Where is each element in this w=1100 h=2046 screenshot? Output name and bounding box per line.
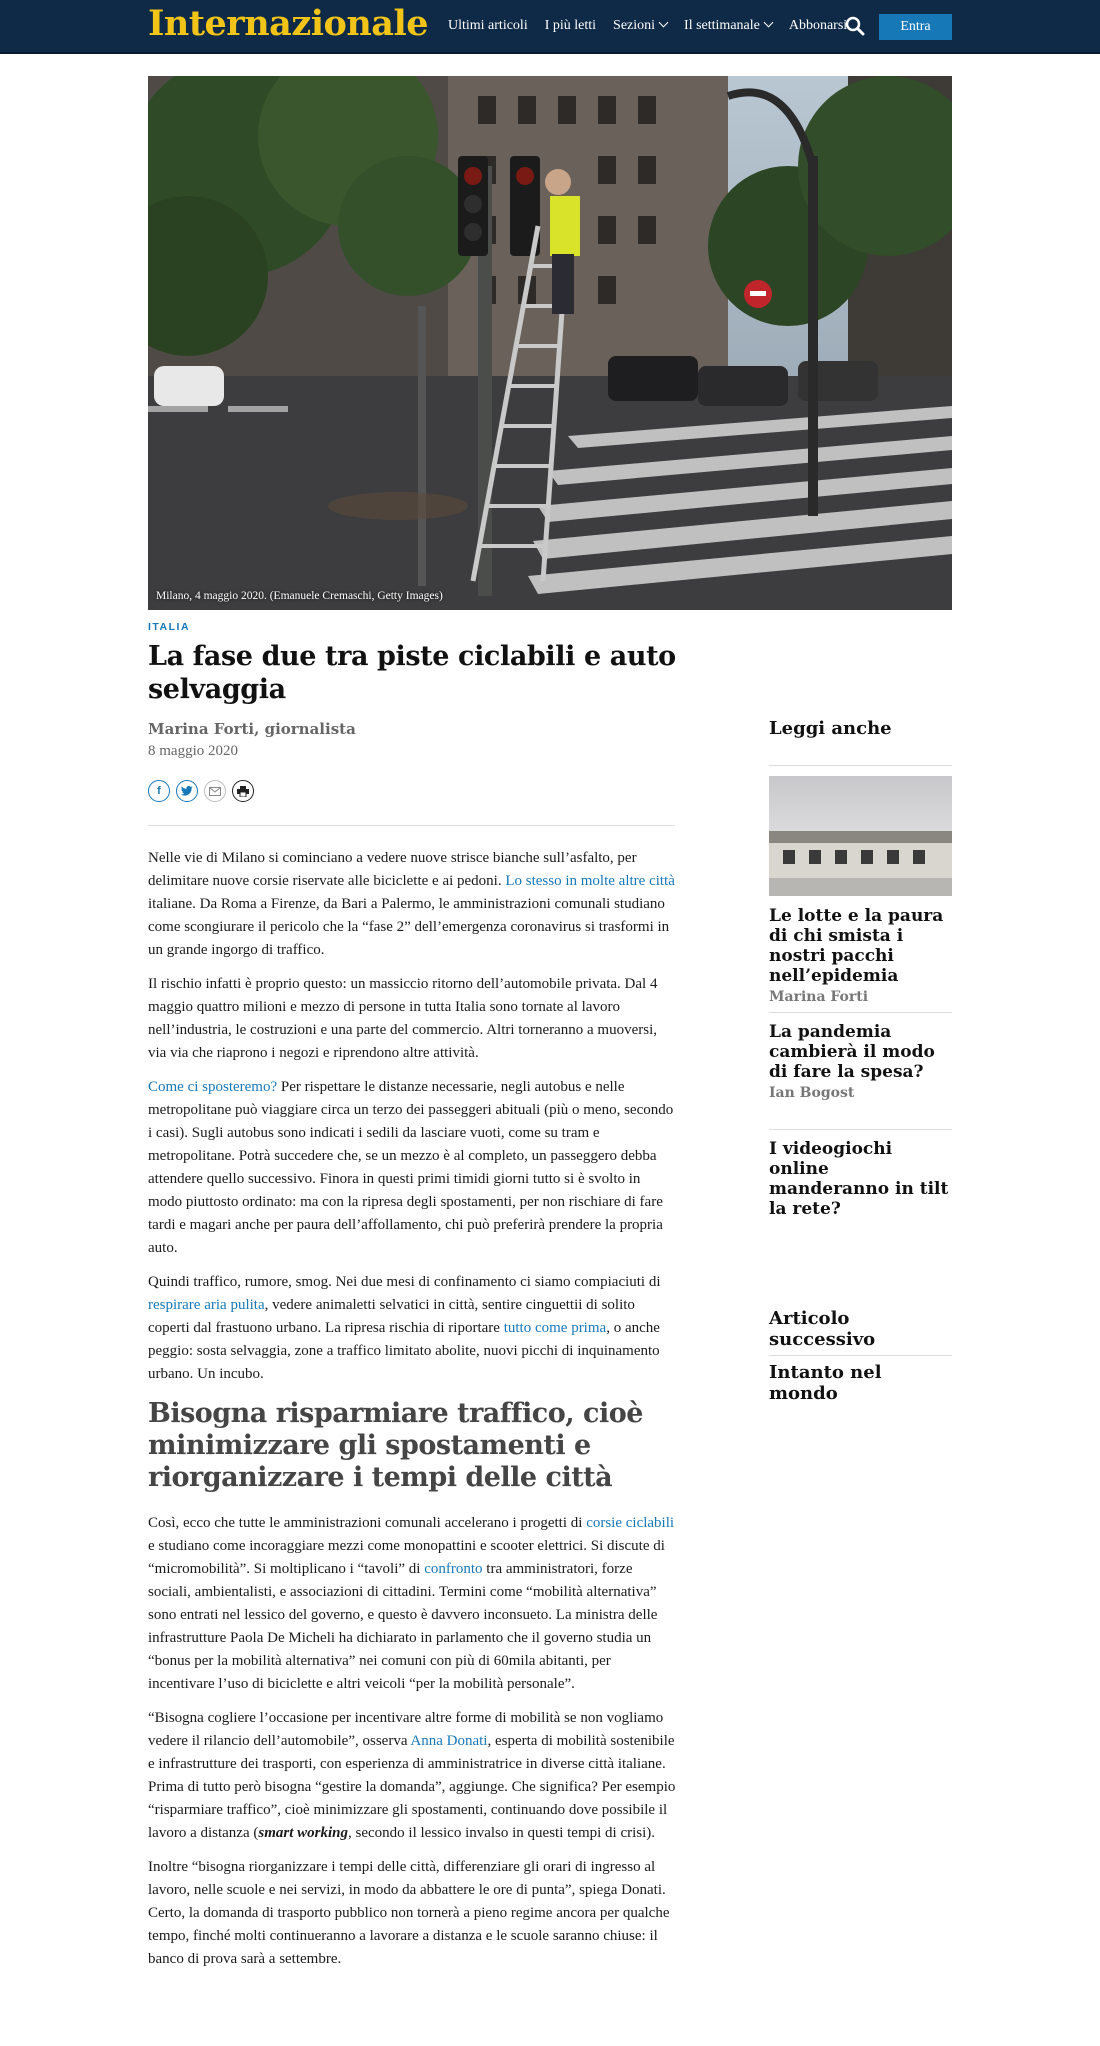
share-bar: [148, 780, 260, 802]
print-icon[interactable]: [232, 780, 254, 802]
sidebar-divider: [769, 1129, 952, 1130]
hero-photo: [148, 76, 952, 610]
sidebar-divider: [769, 1355, 952, 1356]
related-article-2[interactable]: [769, 1022, 952, 1101]
warehouse-photo: [769, 776, 952, 896]
paragraph: [148, 1271, 678, 1386]
paragraph: [148, 1076, 678, 1260]
text: , o anche peggio: sosta selvaggia, zone a traffico limitato abolite, nuovi picchi di inquinamento urbano. Un incubo.: [148, 1320, 660, 1382]
inline-link[interactable]: confronto: [424, 1561, 483, 1577]
inline-link[interactable]: respirare aria pulita: [148, 1297, 265, 1313]
related-thumbnail[interactable]: [769, 776, 952, 896]
search-icon[interactable]: [845, 16, 865, 36]
paragraph: [148, 1512, 678, 1696]
world-news-link[interactable]: Intanto nel mondo: [769, 1362, 882, 1404]
paragraph: Il rischio infatti è proprio questo: un massiccio ritorno dell’automobile privata. Dal 4 maggio quattro milioni e mezzo di persone in tutta Italia sono tornate al lavoro nell’industria, le costruzioni e una parte del commercio. Altri torneranno a muoversi, via via che riaprono i negozi e riprendono altre attività.: [148, 976, 658, 1061]
text: , vedere animaletti selvatici in città, sentire cinguettii di solito coperti dal frastuono urbano. La ripresa rischia di riportare: [148, 1297, 635, 1336]
site-logo[interactable]: Internazionale: [148, 3, 429, 44]
article-divider: [148, 825, 675, 826]
emphasis: smart working: [258, 1825, 348, 1841]
text: Per rispettare le distanze necessarie, negli autobus e nelle metropolitane può viaggiare circa un terzo dei passeggeri abituali (più o meno, secondo i casi). Sugli autobus sono indicati i sedili da lasciare vuoti, come su tram e metropolitane. Potrà succedere che, se un mezzo è al completo, un passeggero debba attendere quello successivo. Finora in questi primi timidi giorni tutto si è svolto in modo piuttosto ordinato: ma con la ripresa degli spostamenti, per non rischiare di fare tardi e magari anche per paura dell’affollamento, chi può preferirà prendere la propria auto.: [148, 1079, 674, 1256]
text: italiane. Da Roma a Firenze, da Bari a Palermo, le amministrazioni comunali studiano come scongiurare il pericolo che la “fase 2” dell’emergenza coronavirus si trasformi in un grande ingorgo di traffico.: [148, 896, 670, 958]
nav-item-label: Il settimanale: [684, 18, 760, 33]
twitter-icon[interactable]: [176, 780, 198, 802]
inline-link[interactable]: Anna Donati: [410, 1733, 488, 1749]
related-author: Marina Forti: [769, 989, 869, 1005]
inline-link[interactable]: tutto come prima: [503, 1320, 607, 1336]
nav-item-abbonarsi[interactable]: Abbonarsi: [788, 18, 848, 33]
sidebar-heading: Leggi anche: [769, 718, 892, 739]
paragraph: [148, 1707, 678, 1845]
inline-link[interactable]: Come ci sposteremo?: [148, 1079, 278, 1095]
text: “Bisogna cogliere l’occasione per incentivare altre forme di mobilità se non vogliamo vedere il rilancio dell’automobile”, osserva: [148, 1710, 664, 1749]
email-icon[interactable]: [204, 780, 226, 802]
top-navigation-bar: [0, 0, 1100, 54]
login-button[interactable]: Entra: [879, 14, 952, 40]
text: tra amministratori, forze sociali, ambientalisti, e associazioni di cittadini. Termini come “mobilità alternativa” sono entrati nel lessico del governo, e questo è davvero inconsueto. La ministra delle infrastrutture Paola De Micheli ha dichiarato in parlamento che il governo studia un “bonus per la mobilità alternativa” nei comuni con più di 60mila abitanti, per incentivare l’uso di biciclette e altri veicoli “per la mobilità personale”.: [148, 1561, 658, 1692]
nav-item-sezioni[interactable]: [613, 18, 667, 34]
nav-item-label: Sezioni: [613, 18, 656, 33]
related-author: Ian Bogost: [769, 1085, 855, 1101]
sidebar-divider: [769, 1012, 952, 1013]
related-article-3[interactable]: [769, 1139, 952, 1219]
inline-link[interactable]: corsie ciclabili: [586, 1515, 675, 1531]
hero-caption: Milano, 4 maggio 2020. (Emanuele Cremaschi, Getty Images): [156, 590, 443, 602]
nav-item-settimanale[interactable]: [684, 18, 772, 34]
related-title[interactable]: Le lotte e la paura di chi smista i nostri pacchi nell’epidemia: [769, 906, 944, 986]
paragraph: [148, 847, 678, 962]
text: , secondo il lessico invalso in questi tempi di crisi).: [348, 1825, 656, 1841]
article-date: 8 maggio 2020: [148, 743, 238, 759]
text: Nelle vie di Milano si cominciano a vedere nuove strisce bianche sull’asfalto, per delimitare nuove corsie riservate alle biciclette e ai pedoni.: [148, 850, 637, 889]
next-article-link[interactable]: Articolo successivo: [769, 1308, 876, 1350]
sidebar-divider: [769, 765, 952, 766]
text: Così, ecco che tutte le amministrazioni comunali accelerano i progetti di: [148, 1515, 587, 1531]
chevron-down-icon: [659, 18, 669, 28]
related-title[interactable]: La pandemia cambierà il modo di fare la spesa?: [769, 1022, 935, 1082]
text: Quindi traffico, rumore, smog. Nei due mesi di confinamento ci siamo compiaciuti di: [148, 1274, 661, 1290]
text: e studiano come incoraggiare mezzi come monopattini e scooter elettrici. Si discute di “micromobilità”. Si moltiplicano i “tavoli” di: [148, 1538, 665, 1577]
related-article-1[interactable]: [769, 906, 952, 1005]
nav-item-piu-letti[interactable]: I più letti: [544, 18, 597, 33]
hero-image: [148, 76, 952, 610]
inline-link[interactable]: Lo stesso in molte altre città: [505, 873, 675, 889]
article-title: La fase due tra piste ciclabili e auto selvaggia: [148, 641, 676, 705]
section-label[interactable]: ITALIA: [148, 621, 191, 633]
article-body: [148, 847, 678, 1982]
paragraph: Inoltre “bisogna riorganizzare i tempi delle città, differenziare gli orari di ingresso al lavoro, nelle scuole e nei servizi, in modo da abbattere le ore di punta”, spiega Donati. Certo, la domanda di trasporto pubblico non tornerà a pieno regime ancora per qualche tempo, finché molti continueranno a lavorare a distanza e le scuole saranno chiuse: il banco di prova sarà a settembre.: [148, 1859, 670, 1967]
related-title[interactable]: I videogiochi online manderanno in tilt la rete?: [769, 1139, 949, 1219]
article-subheading: Bisogna risparmiare traffico, cioè minimizzare gli spostamenti e riorganizzare i tempi delle città: [148, 1398, 643, 1493]
article-author[interactable]: Marina Forti, giornalista: [148, 720, 356, 738]
text: , esperta di mobilità sostenibile e infrastrutture dei trasporti, con esperienza di amministratrice in diverse città italiane. Prima di tutto però bisogna “gestire la domanda”, aggiunge. Che significa? Per esempio “risparmiare traffico”, cioè minimizzare gli spostamenti, continuando dove possibile il lavoro a distanza (: [148, 1733, 676, 1841]
main-nav: [448, 0, 864, 52]
nav-item-ultimi-articoli[interactable]: Ultimi articoli: [448, 18, 528, 33]
facebook-icon[interactable]: f: [148, 780, 170, 802]
chevron-down-icon: [763, 18, 773, 28]
